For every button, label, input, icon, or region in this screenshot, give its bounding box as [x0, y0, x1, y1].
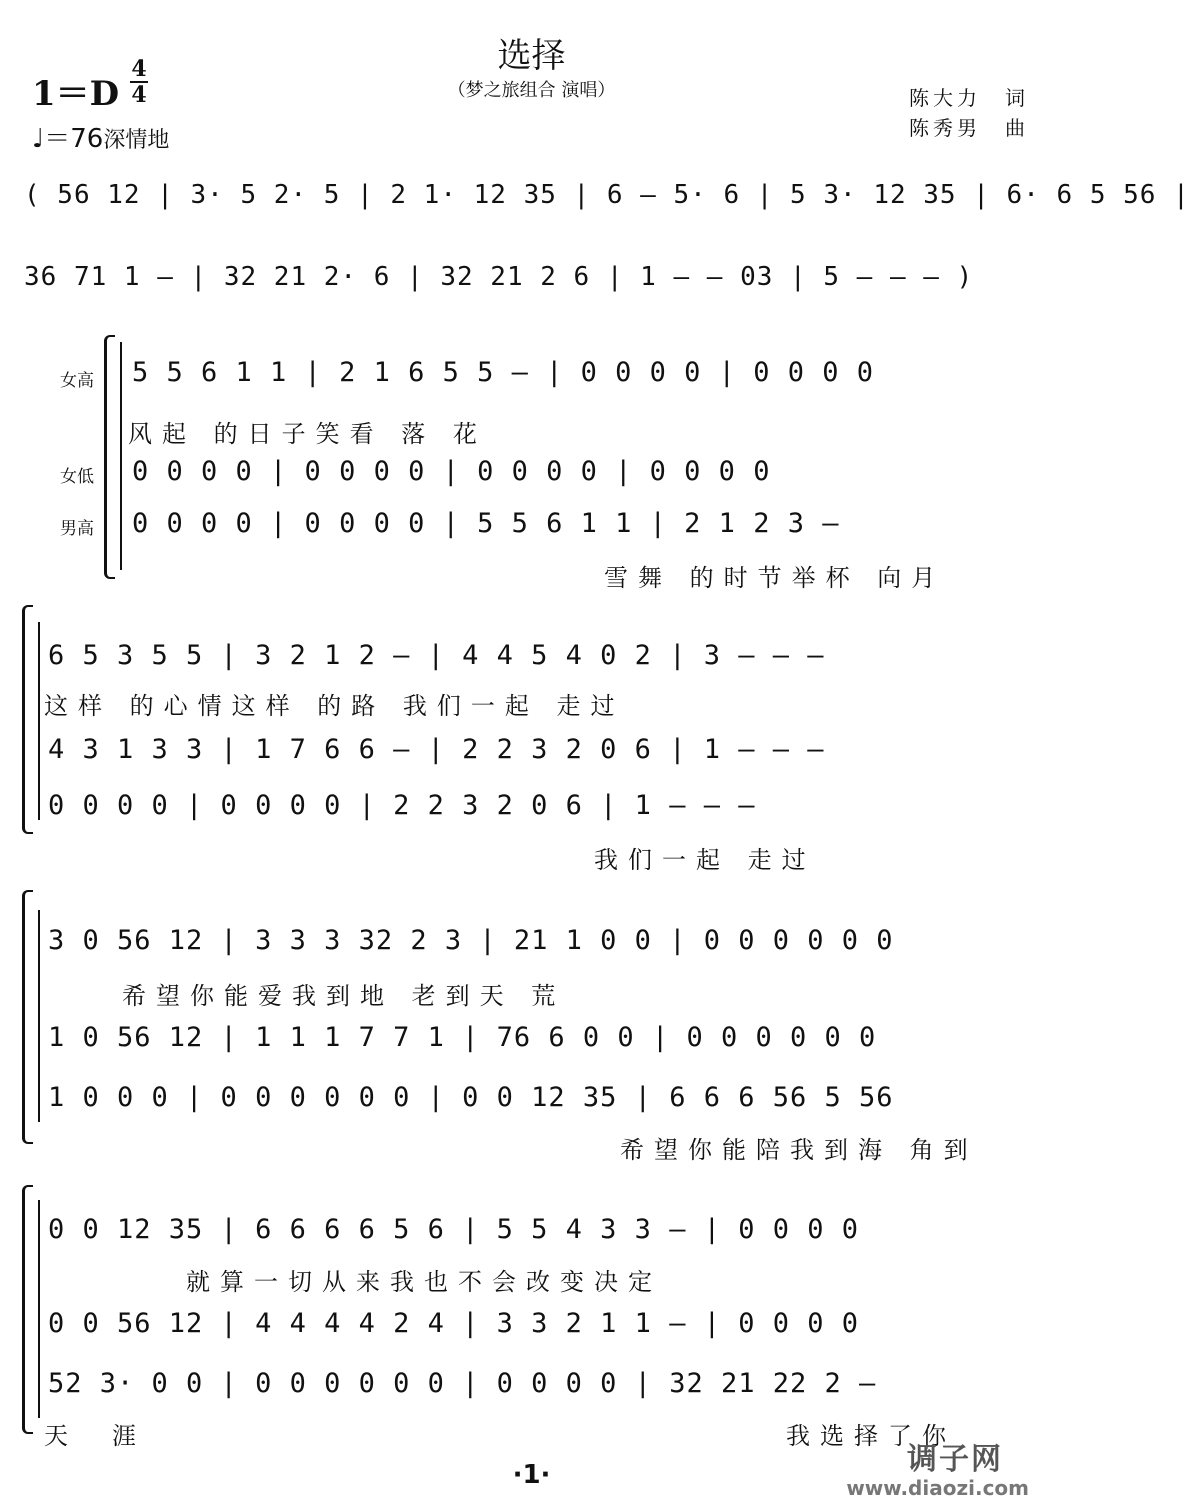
staff-notes: 0 0 0 0 | 0 0 0 0 | 2 2 3 2 0 6 | 1 – – –	[48, 790, 756, 821]
key-signature: 1＝D	[32, 74, 120, 114]
system-line	[120, 342, 122, 570]
lyric-line: 就算一切从来我也不会改变决定	[186, 1268, 662, 1296]
staff-notes: 5 5 6 1 1 | 2 1 6 5 5 – | 0 0 0 0 | 0 0 0 0	[132, 357, 874, 388]
staff-notes: 0 0 12 35 | 6 6 6 6 5 6 | 5 5 4 3 3 – | 0 0 0 0	[48, 1214, 860, 1245]
quarter-note-icon: ♩	[32, 124, 45, 154]
system-line	[38, 910, 40, 1122]
staff-notes: 1 0 0 0 | 0 0 0 0 0 0 | 0 0 12 35 | 6 6 6 56 5 56	[48, 1082, 894, 1113]
staff-notes: 0 0 0 0 | 0 0 0 0 | 0 0 0 0 | 0 0 0 0	[132, 456, 771, 487]
lyric-line: 希望你能爱我到地 老到天 荒	[122, 982, 566, 1010]
lyric-line: 这样 的心情这样 的路 我们一起 走过	[44, 692, 625, 720]
intro-line-1: ( 56 12 | 3· 5 2· 5 | 2 1· 12 35 | 6 – 5· 6 | 5 3· 12 35 | 6· 6 5 56 |	[24, 180, 1190, 210]
staff-notes: 4 3 1 3 3 | 1 7 6 6 – | 2 2 3 2 0 6 | 1 – – –	[48, 734, 825, 765]
performer-subtitle: （梦之旅组合 演唱）	[447, 80, 616, 101]
system-brace	[22, 605, 33, 834]
staff-notes: 0 0 56 12 | 4 4 4 4 2 4 | 3 3 2 1 1 – | 0 0 0 0	[48, 1308, 860, 1339]
watermark-logo: 调子网	[907, 1442, 1003, 1477]
time-sig-top: 4	[131, 56, 147, 82]
system-line	[38, 622, 40, 820]
staff-notes: 0 0 0 0 | 0 0 0 0 | 5 5 6 1 1 | 2 1 2 3 –	[132, 508, 840, 539]
song-title: 选择	[497, 36, 566, 76]
system-brace	[22, 1185, 33, 1434]
time-sig-bottom: 4	[131, 82, 147, 108]
watermark-url: www.diaozi.com	[846, 1476, 1029, 1500]
time-signature	[130, 58, 148, 106]
part-label-soprano: 女高	[60, 371, 94, 391]
system-brace	[104, 335, 115, 579]
part-label-tenor: 男高	[60, 519, 94, 539]
page-number: ·1·	[512, 1460, 551, 1490]
part-label-alto: 女低	[60, 467, 94, 487]
composer-credit: 陈秀男 曲	[909, 116, 1029, 140]
intro-line-2: 36 71 1 – | 32 21 2· 6 | 32 21 2 6 | 1 – – 03 | 5 – – – )	[24, 262, 974, 292]
lyric-line: 风起 的日子笑看 落 花	[128, 420, 487, 448]
staff-notes: 3 0 56 12 | 3 3 3 32 2 3 | 21 1 0 0 | 0 0 0 0 0 0	[48, 925, 894, 956]
staff-notes: 1 0 56 12 | 1 1 1 7 7 1 | 76 6 0 0 | 0 0 0 0 0 0	[48, 1022, 877, 1053]
lyric-line: 希望你能陪我到海 角到	[620, 1136, 978, 1164]
lyric-line: 我选择了你	[786, 1422, 956, 1450]
staff-notes: 52 3· 0 0 | 0 0 0 0 0 0 | 0 0 0 0 | 32 21 22 2 –	[48, 1368, 877, 1399]
tempo-marking	[32, 118, 169, 155]
lyric-line: 雪舞 的时节举杯 向月	[604, 564, 946, 592]
system-line	[38, 1200, 40, 1418]
tempo-expression: 深情地	[103, 128, 170, 153]
staff-notes: 6 5 3 5 5 | 3 2 1 2 – | 4 4 5 4 0 2 | 3 – – –	[48, 640, 825, 671]
lyric-line: 天 涯	[44, 1422, 146, 1450]
lyric-line: 我们一起 走过	[594, 846, 816, 874]
lyricist-credit: 陈大力 词	[909, 86, 1029, 110]
system-brace	[22, 890, 33, 1144]
tempo-value: ＝76	[44, 124, 104, 154]
